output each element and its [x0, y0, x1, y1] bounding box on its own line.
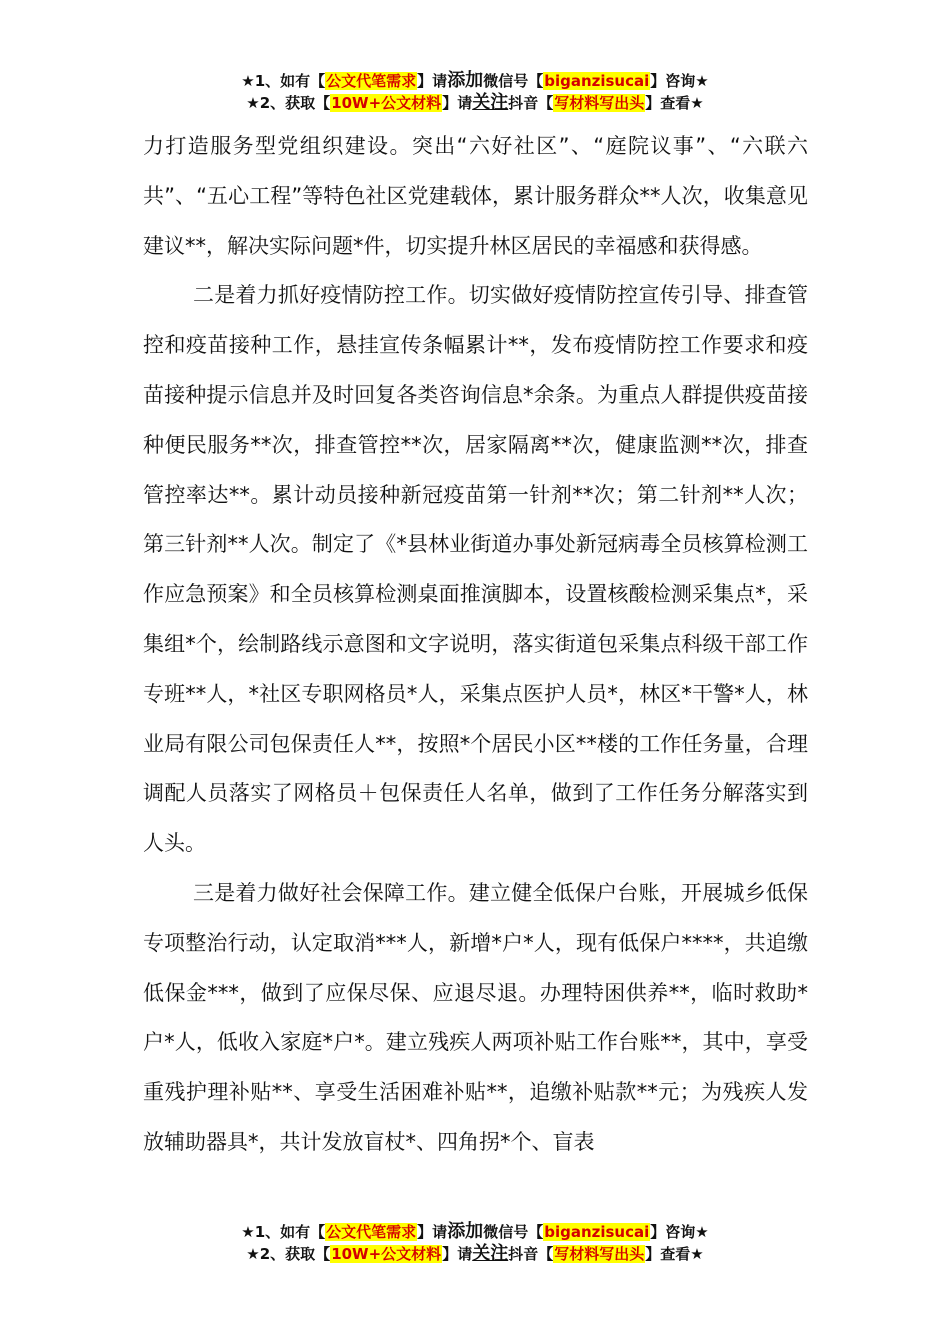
header-highlight-materials: 10W+公文材料: [331, 94, 442, 112]
header-highlight-douyin: 写材料写出头: [554, 94, 645, 112]
footer-highlight-wechat-id: biganzisucai: [544, 1223, 650, 1241]
header-banner-line-2: ★2、获取【10W+公文材料】请关注抖音【写材料写出头】查看★: [246, 92, 704, 113]
document-body: [143, 122, 808, 1168]
paragraph-social-security: 三是着力做好社会保障工作。建立健全低保户台账，开展城乡低保专项整治行动，认定取消***人，新增*户*人，现有低保户****，共追缴低保金***，做到了应保尽保、应退尽退。办理特困供养**，临时救助*户*人，低收入家庭*户*。建立残疾人两项补贴工作台账**，其中，享受重残护理补贴**、享受生活困难补贴**，追缴补贴款**元；为残疾人发放辅助器具*，共计发放盲杖*、四角拐*个、盲表: [143, 880, 808, 1154]
paragraph-continued: 力打造服务型党组织建设。突出“六好社区”、“庭院议事”、“六联六共”、“五心工程”等特色社区党建载体，累计服务群众**人次，收集意见建议**，解决实际问题*件，切实提升林区居民的幸福感和获得感。: [143, 134, 808, 258]
header-banner-line-1: ★1、如有【公文代笔需求】请添加微信号【biganzisucai】咨询★: [241, 70, 709, 91]
footer-banner-line-2: ★2、获取【10W+公文材料】请关注抖音【写材料写出头】查看★: [246, 1243, 704, 1264]
header-highlight-wechat-id: biganzisucai: [544, 72, 650, 90]
footer-highlight-douyin: 写材料写出头: [554, 1245, 645, 1263]
footer-banner: [0, 1221, 950, 1265]
header-highlight-service: 公文代笔需求: [326, 72, 417, 90]
footer-highlight-materials: 10W+公文材料: [331, 1245, 442, 1263]
footer-banner-line-1: ★1、如有【公文代笔需求】请添加微信号【biganzisucai】咨询★: [241, 1221, 709, 1242]
paragraph-epidemic-prevention: 二是着力抓好疫情防控工作。切实做好疫情防控宣传引导、排查管控和疫苗接种工作，悬挂宣传条幅累计**，发布疫情防控工作要求和疫苗接种提示信息并及时回复各类咨询信息*余条。为重点人群提供疫苗接种便民服务**次，排查管控**次，居家隔离**次，健康监测**次，排查管控率达**。累计动员接种新冠疫苗第一针剂**次；第二针剂**人次；第三针剂**人次。制定了《*县林业街道办事处新冠病毒全员核算检测工作应急预案》和全员核算检测桌面推演脚本，设置核酸检测采集点*，采集组*个，绘制路线示意图和文字说明，落实街道包采集点科级干部工作专班**人，*社区专职网格员*人，采集点医护人员*，林区*干警*人，林业局有限公司包保责任人**，按照*个居民小区**楼的工作任务量，合理调配人员落实了网格员＋包保责任人名单，做到了工作任务分解落实到人头。: [143, 283, 808, 856]
header-banner: [0, 70, 950, 114]
footer-highlight-service: 公文代笔需求: [326, 1223, 417, 1241]
